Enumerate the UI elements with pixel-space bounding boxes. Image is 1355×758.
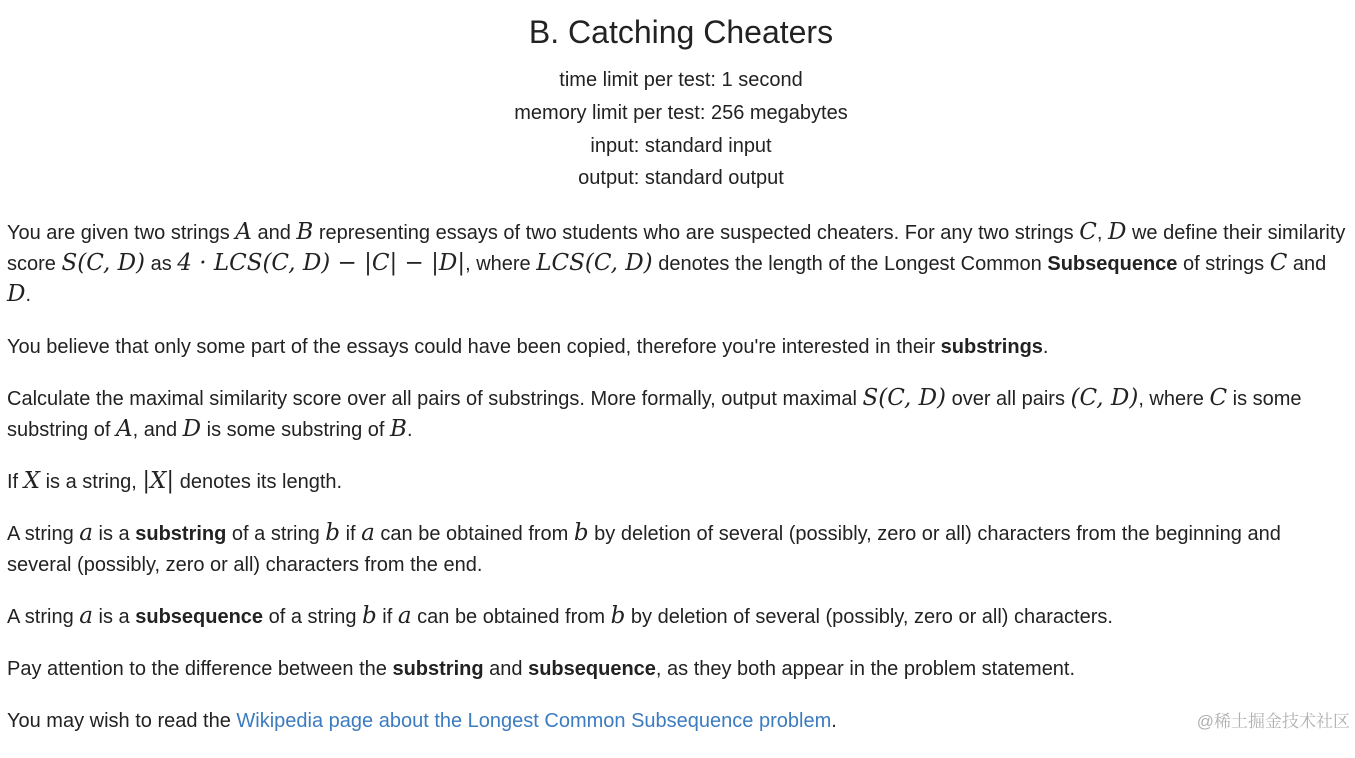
math-d: D	[7, 281, 26, 307]
text: of strings	[1177, 253, 1270, 275]
text: can be obtained from	[411, 606, 611, 628]
memory-limit: memory limit per test: 256 megabytes	[514, 102, 848, 124]
math-b-lower: b	[610, 603, 626, 629]
text: You believe that only some part of the essays could have been copied, therefore you're interested in their	[7, 336, 941, 358]
text: of a string	[226, 523, 326, 545]
math-formula: 4 · LCS(C, D) − |C| − |D|	[177, 250, 466, 276]
text: If	[7, 471, 24, 493]
text: denotes its length.	[174, 471, 343, 493]
math-a: A	[235, 219, 252, 245]
watermark: @稀土掘金技术社区	[1196, 712, 1350, 731]
text: .	[25, 284, 32, 306]
math-c: C	[1079, 219, 1097, 245]
text: ,	[1096, 222, 1108, 244]
bold-term: substring	[135, 523, 227, 545]
math-a-lower: a	[79, 520, 93, 546]
statement-paragraph-8	[7, 706, 1349, 737]
text: as	[145, 253, 178, 275]
math-similarity: S(C, D)	[862, 385, 947, 411]
bold-term: subsequence	[135, 606, 264, 628]
text: is a	[92, 523, 136, 545]
text: , as they both appear in the problem statement.	[655, 658, 1076, 680]
math-d: D	[1107, 219, 1127, 245]
math-c: C	[1209, 385, 1228, 411]
input-spec: input: standard input	[590, 135, 772, 157]
math-d: D	[182, 416, 202, 442]
text: You may wish to read the	[7, 710, 237, 732]
text: of a string	[263, 606, 362, 628]
text: A string	[7, 606, 80, 628]
problem-statement	[7, 218, 1349, 758]
math-b-lower: b	[573, 520, 589, 546]
text: is some substring of	[7, 388, 1302, 441]
text: .	[406, 419, 413, 441]
text: You are given two strings	[7, 222, 236, 244]
text: and	[483, 658, 529, 680]
wikipedia-lcs-link[interactable]: Wikipedia page about the Longest Common Subsequence problem	[236, 710, 832, 732]
math-x: X	[23, 468, 41, 494]
text: denotes the length of the Longest Common	[652, 253, 1048, 275]
output-spec: output: standard output	[578, 167, 784, 189]
text: A string	[7, 523, 80, 545]
math-similarity: S(C, D)	[61, 250, 146, 276]
text: if	[376, 606, 398, 628]
text: we define their similarity score	[7, 222, 1346, 275]
text: Pay attention to the difference between the	[7, 658, 393, 680]
problem-title: B. Catching Cheaters	[528, 14, 834, 50]
statement-paragraph-7	[7, 654, 1349, 685]
text: is a	[92, 606, 136, 628]
statement-paragraph-3	[7, 384, 1349, 446]
text: .	[1042, 336, 1049, 358]
math-b-lower: b	[325, 520, 341, 546]
math-c: C	[1269, 250, 1288, 276]
text: and	[1287, 253, 1327, 275]
text: representing essays of two students who are suspected cheaters. For any two strings	[313, 222, 1080, 244]
text: and	[251, 222, 297, 244]
math-lcs: LCS(C, D)	[536, 250, 653, 276]
time-limit: time limit per test: 1 second	[559, 69, 803, 91]
text: , and	[132, 419, 183, 441]
text: by deletion of several (possibly, zero or all) characters.	[625, 606, 1113, 628]
text: can be obtained from	[374, 523, 574, 545]
statement-paragraph-2	[7, 332, 1349, 363]
math-a-lower: a	[79, 603, 93, 629]
math-pair: (C, D)	[1070, 385, 1139, 411]
bold-term: Subsequence	[1047, 253, 1178, 275]
statement-paragraph-1	[7, 218, 1349, 311]
bold-term: subsequence	[528, 658, 656, 680]
text: , where	[465, 253, 537, 275]
text: .	[831, 710, 837, 732]
math-abs-x: |X|	[142, 468, 175, 494]
text: by deletion of several (possibly, zero or all) characters from the beginning and several (possibly, zero or all) characters from the end.	[7, 523, 1281, 576]
math-a-lower: a	[397, 603, 412, 629]
text: Calculate the maximal similarity score over all pairs of substrings. More formally, output maximal	[7, 388, 863, 410]
math-b: B	[296, 219, 314, 245]
math-a-lower: a	[361, 520, 375, 546]
bold-term: substrings	[940, 336, 1043, 358]
statement-paragraph-5	[7, 519, 1349, 581]
statement-paragraph-4	[7, 467, 1349, 498]
math-b: B	[390, 416, 407, 442]
text: if	[340, 523, 362, 545]
text: over all pairs	[946, 388, 1071, 410]
math-a: A	[115, 416, 133, 442]
statement-paragraph-6	[7, 602, 1349, 633]
bold-term: substring	[392, 658, 484, 680]
text: , where	[1138, 388, 1210, 410]
text: is some substring of	[201, 419, 391, 441]
text: is a string,	[40, 471, 143, 493]
math-b-lower: b	[362, 603, 377, 629]
